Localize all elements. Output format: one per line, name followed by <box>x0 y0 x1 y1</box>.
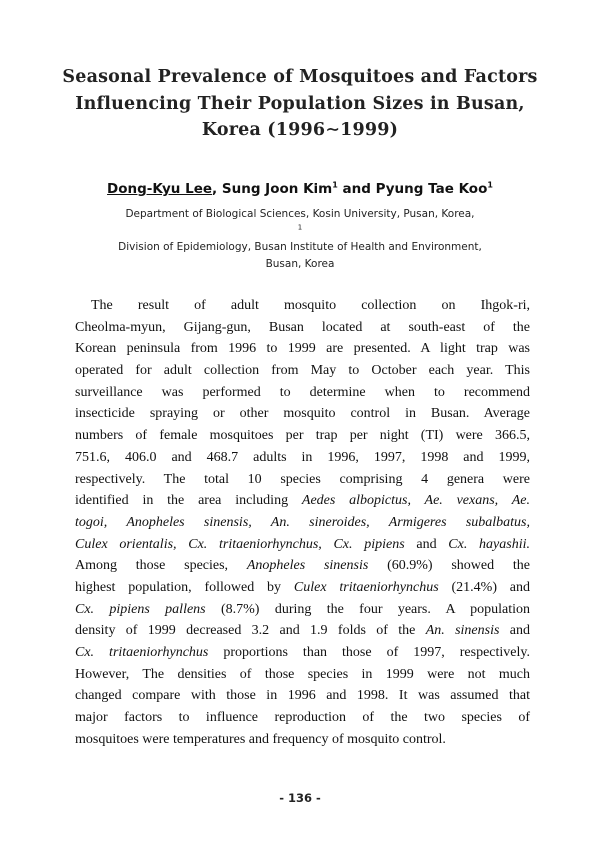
abstract-line <box>75 360 530 382</box>
abstract-text: The result of adult mosquito collection on Ihgok-ri, <box>91 298 530 313</box>
page-number: - 136 - <box>279 791 321 805</box>
abstract-text: mosquitoes were temperatures and frequency of mosquito control. <box>75 731 446 747</box>
abstract-text: Korean peninsula from 1996 to 1999 are presented. A light trap was <box>75 341 530 357</box>
abstract-line <box>75 382 530 404</box>
abstract-text: changed compare with those in 1996 and 1998. It was assumed that <box>75 688 530 704</box>
abstract-line <box>75 425 530 447</box>
abstract-text: insecticide spraying or other mosquito control in Busan. Average <box>75 406 530 422</box>
species-name: Anopheles sinensis <box>246 558 369 574</box>
abstract-text: density of 1999 decreased 3.2 and 1.9 folds of the <box>75 623 426 639</box>
abstract-text: (8.7%) during the four years. A population <box>205 601 531 617</box>
title-line: Influencing Their Population Sizes in Busan, <box>75 93 525 114</box>
abstract-line <box>75 534 530 556</box>
abstract-text: and <box>404 536 449 552</box>
abstract-text: major factors to influence reproduction of the two species of <box>75 710 530 726</box>
abstract-line <box>75 642 530 664</box>
abstract-text: However, The densities of those species in 1999 were not much <box>75 666 530 682</box>
affiliation-text: Division of Epidemiology, Busan Institute of Health and Environment, <box>118 241 482 253</box>
abstract-text: respectively. The total 10 species comprising 4 genera were <box>75 471 530 487</box>
title-line: Seasonal Prevalence of Mosquitoes and Factors <box>62 67 538 87</box>
author-separator: , <box>212 181 222 197</box>
abstract-text: and <box>499 623 530 639</box>
affiliation-line: Busan, Korea <box>265 257 335 270</box>
abstract-line <box>75 490 530 512</box>
species-name: togoi, Anopheles sinensis, An. sineroides, Armigeres subalbatus, <box>75 514 530 530</box>
affiliation-line: Department of Biological Sciences, Kosin University, Pusan, Korea, <box>125 208 475 220</box>
abstract-line <box>75 620 530 642</box>
author-name: Dong-Kyu Lee <box>107 181 213 197</box>
abstract-line <box>75 664 530 686</box>
abstract-line <box>75 512 530 534</box>
species-name: Aedes albopictus, Ae. vexans, Ae. <box>301 493 531 509</box>
abstract-line <box>75 469 530 491</box>
abstract-text: surveillance was performed to determine when to recommend <box>75 384 530 400</box>
abstract-text: identified in the area including <box>75 493 302 509</box>
affiliations <box>40 206 560 272</box>
abstract-line <box>75 577 530 599</box>
species-name: Cx. tritaeniorhynchus <box>75 645 209 660</box>
abstract-line <box>75 599 530 621</box>
abstract-line <box>75 685 530 707</box>
abstract-text: numbers of female mosquitoes per trap per night (TI) were 366.5, <box>75 428 530 444</box>
abstract-text: (60.9%) showed the <box>368 558 531 574</box>
abstract-text: 751.6, 406.0 and 468.7 adults in 1996, 1997, 1998 and 1999, <box>75 449 530 465</box>
abstract-body <box>75 295 530 750</box>
abstract-text: Among those species, <box>75 558 247 574</box>
abstract-text: operated for adult collection from May to October each year. This <box>75 363 530 379</box>
affiliation-marker: 1 <box>487 180 493 190</box>
abstract-line <box>75 555 530 577</box>
species-name: Culex tritaeniorhynchus <box>293 579 439 595</box>
author-separator: and <box>337 181 376 197</box>
abstract-text: Cheolma-myun, Gijang-gun, Busan located at south-east of the <box>75 319 530 335</box>
abstract-text: highest population, followed by <box>75 579 294 595</box>
abstract-line <box>75 295 530 317</box>
affiliation-marker: 1 <box>332 180 338 190</box>
abstract-line <box>75 707 530 729</box>
abstract-text: proportions than those of 1997, respectively. <box>208 645 530 660</box>
author-name: Sung Joon Kim <box>221 181 333 197</box>
species-name: Cx. hayashii. <box>448 536 530 552</box>
affiliation-marker: 1 <box>297 223 303 231</box>
species-name: Cx. pipiens pallens <box>75 601 206 617</box>
abstract-line <box>75 447 530 469</box>
abstract-line <box>75 317 530 339</box>
affiliation-line <box>40 223 560 256</box>
paper-title <box>40 64 560 144</box>
abstract-line <box>75 338 530 360</box>
species-name: An. sinensis <box>425 623 500 639</box>
abstract-text: (21.4%) and <box>438 579 531 595</box>
author-list <box>40 180 560 198</box>
title-line: Korea (1996∼1999) <box>201 120 399 140</box>
abstract-line <box>75 403 530 425</box>
author-name: Pyung Tae Koo <box>375 181 488 197</box>
species-name: Culex orientalis, Cx. tritaeniorhynchus, Cx. pipiens <box>75 536 405 552</box>
abstract-line <box>75 729 530 751</box>
